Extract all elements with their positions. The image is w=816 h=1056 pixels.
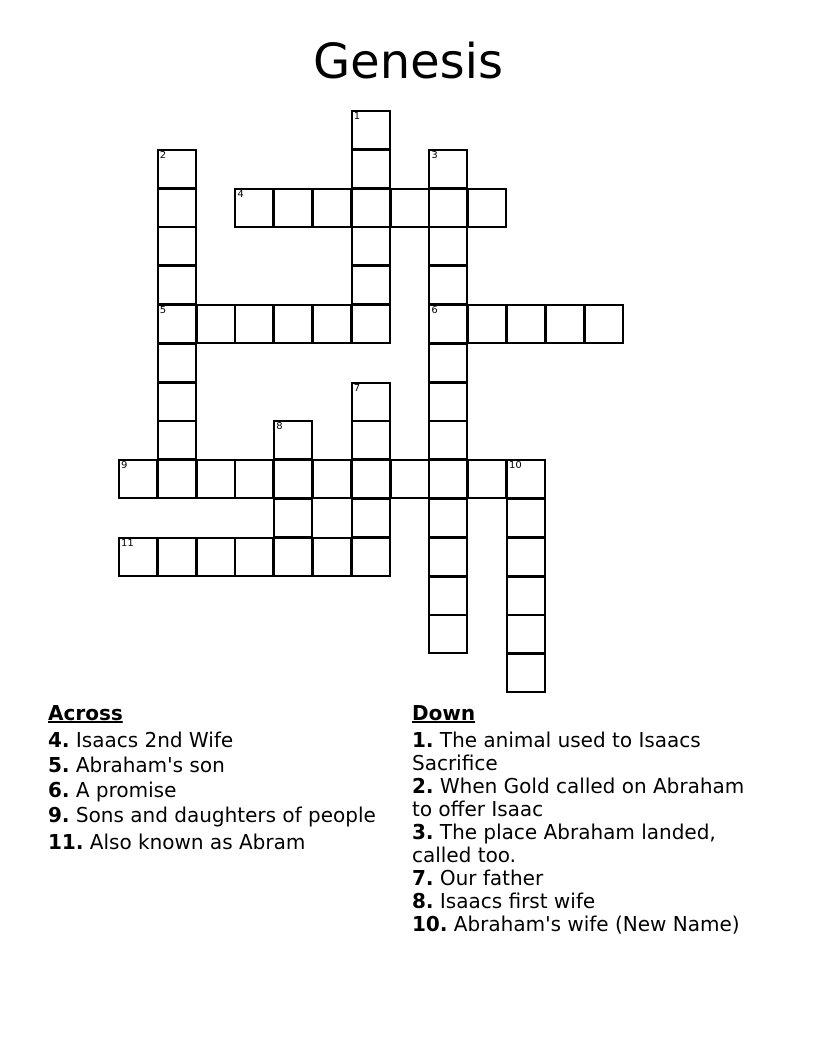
clue-number: 11: [121, 537, 134, 549]
across-heading: Across: [48, 701, 123, 725]
clue-number-label: 3.: [412, 820, 434, 844]
clue-text: The place Abraham landed, called too.: [412, 820, 716, 867]
across-clue: [48, 804, 398, 827]
down-clue: [412, 913, 757, 936]
clue-number: 8: [276, 421, 283, 433]
clue-number-label: 8.: [412, 889, 434, 913]
clue-number-label: 7.: [412, 866, 434, 890]
grid-cell[interactable]: [428, 614, 468, 654]
grid-cell[interactable]: [428, 265, 468, 305]
down-clues: [412, 702, 757, 936]
grid-cell[interactable]: [506, 459, 546, 499]
grid-cell[interactable]: [234, 188, 274, 228]
grid-cell[interactable]: [273, 304, 313, 344]
grid-cell[interactable]: [351, 459, 391, 499]
grid-cell[interactable]: [273, 188, 313, 228]
grid-cell[interactable]: [506, 498, 546, 538]
across-clue: [48, 729, 398, 752]
clue-number-label: 5.: [48, 753, 70, 777]
grid-cell[interactable]: [506, 576, 546, 616]
grid-cell[interactable]: [467, 459, 507, 499]
clue-text: Isaacs 2nd Wife: [69, 728, 234, 752]
grid-cell[interactable]: [351, 304, 391, 344]
grid-cell[interactable]: [351, 420, 391, 460]
clue-number: 6: [431, 305, 438, 316]
grid-cell[interactable]: [428, 498, 468, 538]
down-clue: [412, 890, 757, 913]
grid-cell[interactable]: [351, 226, 391, 266]
grid-cell[interactable]: [157, 459, 197, 499]
grid-cell[interactable]: [351, 149, 391, 189]
grid-cell[interactable]: [157, 265, 197, 305]
across-clue: [48, 754, 398, 777]
across-clue: [48, 779, 398, 802]
clue-number: 3: [431, 149, 438, 161]
grid-cell[interactable]: [351, 537, 391, 577]
clue-text: Also known as Abram: [83, 830, 306, 854]
grid-cell[interactable]: [428, 149, 468, 189]
grid-cell[interactable]: [118, 459, 158, 499]
grid-cell[interactable]: [545, 304, 585, 344]
clue-number-label: 10.: [412, 912, 448, 936]
clue-number-label: 6.: [48, 778, 70, 802]
grid-cell[interactable]: [273, 537, 313, 577]
grid-cell[interactable]: [584, 304, 624, 344]
grid-cell[interactable]: [196, 304, 236, 344]
clue-text: Our father: [433, 866, 544, 890]
grid-cell[interactable]: [351, 188, 391, 228]
grid-cell[interactable]: [157, 304, 197, 344]
grid-cell[interactable]: [118, 537, 158, 577]
grid-cell[interactable]: [234, 537, 274, 577]
grid-cell[interactable]: [467, 304, 507, 344]
clue-number: 2: [159, 149, 167, 161]
clue-text: Sons and daughters of people: [69, 803, 376, 827]
grid-cell[interactable]: [506, 537, 546, 577]
down-clue: [412, 729, 757, 775]
across-clue: [48, 831, 398, 854]
clue-text: Abraham's wife (New Name): [447, 912, 740, 936]
grid-cell[interactable]: [312, 188, 352, 228]
down-clue: [412, 821, 757, 867]
grid-cell[interactable]: [351, 265, 391, 305]
clue-text: When Gold called on Abraham to offer Isaac: [412, 774, 745, 821]
clue-number-label: 2.: [412, 774, 434, 798]
grid-cell[interactable]: [157, 537, 197, 577]
grid-cell[interactable]: [157, 382, 197, 422]
grid-cell[interactable]: [312, 304, 352, 344]
grid-cell[interactable]: [196, 459, 236, 499]
grid-cell[interactable]: [312, 459, 352, 499]
clue-number: 1: [353, 111, 361, 122]
grid-cell[interactable]: [428, 537, 468, 577]
clue-text: Abraham's son: [69, 753, 225, 777]
grid-cell[interactable]: [351, 382, 391, 422]
grid-cell[interactable]: [312, 537, 352, 577]
grid-cell[interactable]: [196, 537, 236, 577]
down-clue-list: [412, 729, 757, 936]
grid-cell[interactable]: [351, 110, 391, 150]
puzzle-title: Genesis: [312, 34, 504, 90]
grid-cell[interactable]: [157, 420, 197, 460]
clue-number-label: 4.: [48, 728, 70, 752]
grid-cell[interactable]: [390, 459, 430, 499]
clue-text: A promise: [69, 778, 177, 802]
grid-cell[interactable]: [234, 304, 274, 344]
grid-cell[interactable]: [157, 343, 197, 383]
clue-number: 4: [237, 188, 244, 200]
grid-cell[interactable]: [157, 188, 197, 228]
grid-cell[interactable]: [506, 653, 546, 693]
clue-text: Isaacs first wife: [433, 889, 596, 913]
clue-number: 10: [509, 460, 522, 472]
grid-cell[interactable]: [506, 304, 546, 344]
across-clues: [48, 702, 398, 856]
grid-cell[interactable]: [428, 576, 468, 616]
across-clue-list: [48, 729, 398, 854]
clue-number-label: 11.: [48, 830, 84, 854]
grid-cell[interactable]: [428, 343, 468, 383]
clue-number-label: 1.: [412, 728, 434, 752]
grid-cell[interactable]: [390, 188, 430, 228]
grid-cell[interactable]: [506, 614, 546, 654]
grid-cell[interactable]: [234, 459, 274, 499]
grid-cell[interactable]: [273, 459, 313, 499]
grid-cell[interactable]: [428, 226, 468, 266]
grid-cell[interactable]: [351, 498, 391, 538]
grid-cell[interactable]: [428, 188, 468, 228]
clue-number-label: 9.: [48, 803, 70, 827]
grid-cell[interactable]: [157, 149, 197, 189]
grid-cell[interactable]: [428, 304, 468, 344]
down-clue: [412, 867, 757, 890]
grid-cell[interactable]: [428, 459, 468, 499]
grid-cell[interactable]: [467, 188, 507, 228]
grid-cell[interactable]: [157, 226, 197, 266]
clue-text: The animal used to Isaacs Sacrifice: [412, 728, 701, 775]
clue-number: 9: [121, 460, 128, 472]
grid-cell[interactable]: [273, 498, 313, 538]
grid-cell[interactable]: [428, 420, 468, 460]
down-heading: Down: [412, 701, 476, 725]
clue-number: 7: [353, 382, 361, 394]
grid-cell[interactable]: [273, 420, 313, 460]
down-clue: [412, 775, 757, 821]
clue-number: 5: [159, 305, 167, 316]
grid-cell[interactable]: [428, 382, 468, 422]
